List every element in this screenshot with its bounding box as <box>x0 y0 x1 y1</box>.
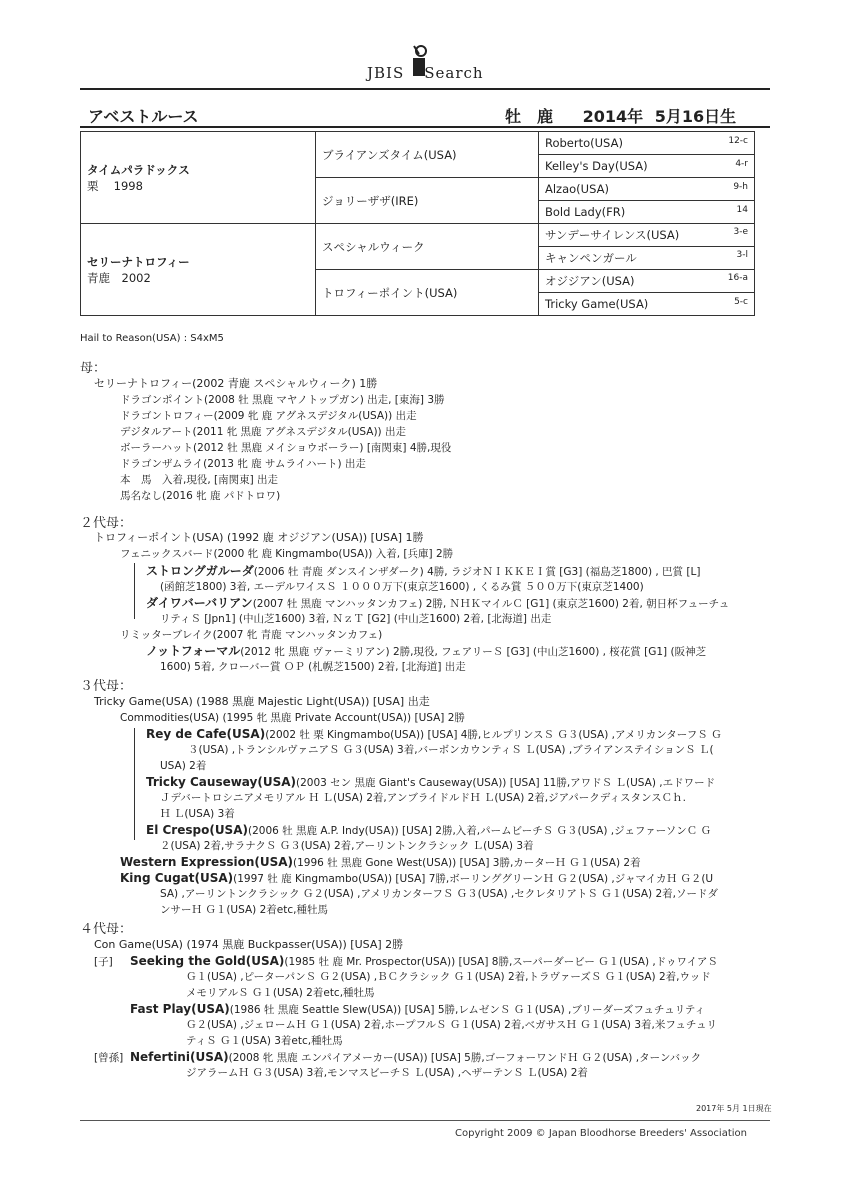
family-line: Con Game(USA) (1974 黒鹿 Buckpasser(USA)) [USA] 2勝 <box>94 938 404 951</box>
runner-line: ストロングガルーダ(2006 牡 青鹿 ダンスインザダーク) 4勝, ラジオＮＩＫＫＥＩ賞 [G3] (福島芝1800) , 巴賞 [L] <box>146 564 701 578</box>
runner-line: Ｊデバートロシニアメモリアル Ｈ Ｌ(USA) 2着,アンブライドルドＨ Ｌ(USA) 2着,ジアパークディスタンスＣｈ. <box>160 792 686 804</box>
runner-line: Fast Play(USA)(1986 牡 黒鹿 Seattle Slew(USA)) [USA] 5勝,レムゼンＳ Ｇ１(USA) ,ブリーダーズフュチュリティ <box>130 1002 706 1016</box>
g3-cell: サンデーサイレンス(USA) 3-e <box>539 224 755 247</box>
g3-cell: キャンペンガール 3-l <box>539 247 755 270</box>
family-line: フェニックスバード(2000 牝 鹿 Kingmambo(USA)) 入着, [兵庫] 2勝 <box>120 548 454 560</box>
logo-text-a: JBIS <box>367 64 405 82</box>
family-line: トロフィーポイント(USA) (1992 鹿 オジジアン(USA)) [USA] 1勝 <box>94 531 424 544</box>
inbreeding-note: Hail to Reason(USA) : S4xM5 <box>80 333 224 344</box>
runner-line: ティＳ Ｇ１(USA) 3着etc,種牡馬 <box>186 1035 343 1047</box>
runner-line: King Cugat(USA)(1997 牡 鹿 Kingmambo(USA)) [USA] 7勝,ボーリンググリーンＨ Ｇ２(USA) ,ジャマイカＨ Ｇ２(U <box>120 871 714 885</box>
top-rule <box>80 88 770 90</box>
branch-bar <box>134 728 135 840</box>
dam-color-year: 青鹿 2002 <box>87 270 151 285</box>
family-line: ドラゴンポイント(2008 牡 黒鹿 マヤノトップガン) 出走, [東海] 3勝 <box>120 394 445 406</box>
family-line: Commodities(USA) (1995 牝 黒鹿 Private Account(USA)) [USA] 2勝 <box>120 712 465 724</box>
logo-text-b: Search <box>424 64 484 82</box>
horse-info <box>505 104 736 127</box>
runner-line: 1600) 5着, クローバー賞 ＯＰ (札幌芝1500) 2着, [北海道] 出走 <box>160 661 466 673</box>
runner-line: Rey de Cafe(USA)(2002 牡 栗 Kingmambo(USA)) [USA] 4勝,ヒルプリンスＳ Ｇ３(USA) ,アメリカンターフＳ Ｇ <box>146 727 722 741</box>
runner-line: (函館芝1800) 3着, エーデルワイスＳ １０００万下(東京芝1600) , くるみ賞 ５００万下(東京芝1400) <box>160 581 644 593</box>
runner-line: USA) 2着 <box>160 760 207 772</box>
runner-line: ノットフォーマル(2012 牝 黒鹿 ヴァーミリアン) 2勝,現役, フェアリーＳ [G3] (中山芝1600) , 桜花賞 [G1] (阪神芝 <box>146 644 707 658</box>
family-line: 本 馬 入着,現役, [南関東] 出走 <box>120 474 279 486</box>
runner-line: Ｇ２(USA) ,ジェロームＨ Ｇ１(USA) 2着,ホープフルＳ Ｇ１(USA) 2着,ベガサスＨ Ｇ１(USA) 3着,米フュチュリ <box>186 1019 718 1031</box>
runner-line: リティＳ [Jpn1] (中山芝1600) 3着, ＮｚＴ [G2] (中山芝1600) 2着, [北海道] 出走 <box>160 613 552 625</box>
runner-line: [曾孫] Nefertini(USA)(2008 牝 黒鹿 エンパイアメーカー(USA)) [USA] 5勝,ゴーフォーワンドＨ Ｇ２(USA) ,ターンバック <box>94 1050 702 1064</box>
runner-line: [子] Seeking the Gold(USA)(1985 牡 鹿 Mr. Prospector(USA)) [USA] 8勝,スーパーダービー Ｇ１(USA) ,ドゥワイアＳ <box>94 954 718 968</box>
horse-name: アベストルース <box>88 107 199 126</box>
sire-dam-cell: ジョリーザザ(IRE) <box>316 178 539 224</box>
sire-sire-cell: ブライアンズタイム(USA) <box>316 132 539 178</box>
family-line: Tricky Game(USA) (1988 黒鹿 Majestic Light(USA)) [USA] 出走 <box>94 695 430 708</box>
family-line: ボーラーハット(2012 牡 黒鹿 メイショウボーラー) [南関東] 4勝,現役 <box>120 442 452 454</box>
g3-cell: Bold Lady(FR) 14 <box>539 201 755 224</box>
family-line: リミッターブレイク(2007 牝 青鹿 マンハッタンカフェ) <box>120 629 383 641</box>
runner-line: ンサーＨ Ｇ１(USA) 2着etc,種牡馬 <box>160 904 328 916</box>
title-rule <box>80 126 770 128</box>
runner-line: Ｇ１(USA) ,ピーターパンＳ Ｇ２(USA) ,ＢＣクラシック Ｇ１(USA) 2着,トラヴァーズＳ Ｇ１(USA) 2着,ウッド <box>186 971 711 983</box>
family-line: ドラゴンザムライ(2013 牝 鹿 サムライハート) 出走 <box>120 458 366 470</box>
sire-name: タイムパラドックス <box>87 162 190 177</box>
runner-line: ダイワバーバリアン(2007 牡 黒鹿 マンハッタンカフェ) 2勝, ＮＨＫマイルＣ [G1] (東京芝1600) 2着, 朝日杯フューチュ <box>146 596 730 610</box>
runner-line: ジアラームＨ Ｇ３(USA) 3着,モンマスビーチＳ Ｌ(USA) ,ヘザーテンＳ Ｌ(USA) 2着 <box>186 1067 588 1079</box>
runner-line: SA) ,アーリントンクラシック Ｇ２(USA) ,アメリカンターフＳ Ｇ３(USA) ,セクレタリアトＳ Ｇ１(USA) 2着,ソードダ <box>160 888 718 900</box>
g3-cell: オジジアン(USA) 16-a <box>539 270 755 293</box>
branch-bar <box>134 563 135 619</box>
sire-cell <box>81 132 316 224</box>
horse-birth: 2014年 5月16日生 <box>582 107 737 126</box>
jbis-search-logo <box>360 40 490 82</box>
as-of-date: 2017年 5月 1日現在 <box>696 1104 772 1113</box>
dam-sire-cell: スペシャルウィーク <box>316 224 539 270</box>
horse-sex-color: 牡 鹿 <box>505 107 554 126</box>
runner-line: ３(USA) ,トランシルヴァニアＳ Ｇ３(USA) 3着,バーボンカウンティＳ Ｌ(USA) ,ブライアンステイションＳ Ｌ( <box>188 744 714 756</box>
runner-line: メモリアルＳ Ｇ１(USA) 2着etc,種牡馬 <box>186 987 375 999</box>
g3-cell: Alzao(USA) 9-h <box>539 178 755 201</box>
runner-line: Tricky Causeway(USA)(2003 セン 黒鹿 Giant's Causeway(USA)) [USA] 11勝,アワドＳ Ｌ(USA) ,エドワード <box>146 775 716 789</box>
footer-rule <box>80 1120 770 1121</box>
copyright: Copyright 2009 © Japan Bloodhorse Breeders' Association <box>455 1128 747 1139</box>
dam-cell <box>81 224 316 316</box>
section-dam: 母： <box>80 361 107 376</box>
family-line: 馬名なし(2016 牝 鹿 パドトロワ) <box>120 490 281 502</box>
dam-name: セリーナトロフィー <box>87 254 190 269</box>
section-fourth-dam: ４代母： <box>80 922 133 937</box>
family-line: ドラゴントロフィー(2009 牝 鹿 アグネスデジタル(USA)) 出走 <box>120 410 417 422</box>
family-line: セリーナトロフィー(2002 青鹿 スペシャルウィーク) 1勝 <box>94 377 378 390</box>
g3-cell: Roberto(USA) 12-c <box>539 132 755 155</box>
pedigree-table <box>80 131 755 316</box>
g3-cell: Kelley's Day(USA) 4-r <box>539 155 755 178</box>
section-third-dam: ３代母： <box>80 679 133 694</box>
g3-cell: Tricky Game(USA) 5-c <box>539 293 755 316</box>
section-second-dam: ２代母： <box>80 516 133 531</box>
runner-line: Ｈ Ｌ(USA) 3着 <box>160 808 235 820</box>
runner-line: El Crespo(USA)(2006 牡 黒鹿 A.P. Indy(USA)) [USA] 2勝,入着,パームビーチＳ Ｇ３(USA) ,ジェファーソンＣ Ｇ <box>146 823 712 837</box>
family-line: デジタルアート(2011 牝 黒鹿 アグネスデジタル(USA)) 出走 <box>120 426 406 438</box>
runner-line: Western Expression(USA)(1996 牡 黒鹿 Gone West(USA)) [USA] 3勝,カーターＨ Ｇ１(USA) 2着 <box>120 855 641 869</box>
sire-color-year: 栗 1998 <box>87 178 143 193</box>
runner-line: ２(USA) 2着,サラナクＳ Ｇ３(USA) 2着,アーリントンクラシック Ｌ(USA) 3着 <box>160 840 534 852</box>
dam-dam-cell: トロフィーポイント(USA) <box>316 270 539 316</box>
